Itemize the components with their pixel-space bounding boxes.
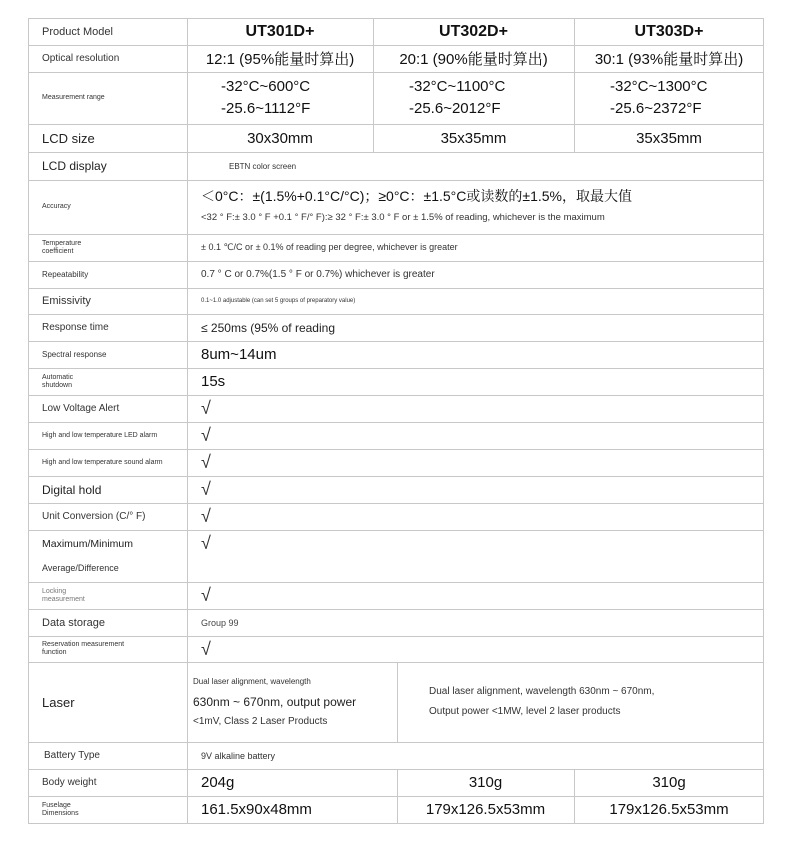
digital-hold-check: √ [201, 479, 211, 499]
laser-value-301 [187, 662, 397, 742]
emissivity-value: 0.1~1.0 adjustable (can set 5 groups of preparatory value) [201, 298, 356, 304]
laser-label: Laser [42, 694, 75, 710]
laser-302-line-1: Dual laser alignment, wavelength 630nm ~ 670nm, [429, 686, 655, 697]
reservation-measurement-label: Reservation measurement function [42, 641, 125, 656]
dimensions-302: 179x126.5x53mm [425, 801, 546, 818]
dimensions-301: 161.5x90x48mm [201, 801, 312, 818]
response-time-label: Response time [42, 322, 109, 333]
automatic-shutdown-value: 15s [201, 373, 226, 390]
body-weight-303: 310g [652, 774, 686, 791]
locking-measurement-label: Locking measurement [42, 587, 85, 603]
led-alarm-check: √ [201, 425, 211, 445]
max-min-label-line-1: Maximum/Minimum [42, 538, 134, 550]
unit-conversion-label: Unit Conversion (C/° F) [42, 511, 146, 522]
lcd-display-label: LCD display [42, 159, 107, 173]
max-min-label-line-2: Average/Difference [42, 563, 119, 573]
lcd-size-303: 35x35mm [636, 129, 702, 147]
low-voltage-alert-check: √ [201, 398, 211, 418]
range-f-302: -25.6~2012°F [409, 100, 501, 117]
body-weight-301: 204g [201, 774, 235, 791]
automatic-shutdown-label: Automatic shutdown [42, 373, 74, 389]
battery-type-value: 9V alkaline battery [201, 750, 276, 761]
model-ut301d: UT301D+ [245, 22, 315, 40]
measurement-range-303 [574, 72, 764, 124]
lcd-size-302: 35x35mm [440, 129, 507, 147]
laser-302-line-2: Output power <1MW, level 2 laser products [429, 706, 621, 717]
unit-conversion-check: √ [201, 506, 211, 526]
lcd-size-label: LCD size [42, 130, 95, 146]
data-storage-value: Group 99 [201, 617, 239, 628]
body-weight-302: 310g [468, 774, 503, 791]
optical-resolution-302: 20:1 (90%能量时算出) [399, 51, 548, 68]
repeatability-value: 0.7 ° C or 0.7%(1.5 ° F or 0.7%) whichever is greater [201, 269, 435, 280]
repeatability-label: Repeatability [42, 270, 89, 279]
dimensions-label: Fuselage Dimensions [42, 801, 79, 817]
model-ut303d: UT303D+ [634, 22, 704, 40]
laser-301-line-1: Dual laser alignment, wavelength [193, 677, 311, 686]
temperature-coefficient-value: ± 0.1 ℃/C or ± 0.1% of reading per degree, whichever is greater [201, 242, 458, 252]
lcd-display-value: EBTN color screen [229, 161, 297, 171]
temperature-coefficient-label: Temperature coefficient [42, 239, 82, 255]
response-time-value: ≤ 250ms (95% of reading [201, 320, 335, 335]
accuracy-value [187, 180, 764, 234]
model-ut302d: UT302D+ [439, 22, 508, 40]
optical-resolution-label: Optical resolution [42, 53, 120, 64]
battery-type-label: Battery Type [44, 750, 100, 761]
measurement-range-301 [187, 72, 373, 124]
spectral-response-label: Spectral response [42, 350, 107, 359]
low-voltage-alert-label: Low Voltage Alert [42, 403, 120, 414]
spectral-response-value: 8um~14um [201, 346, 277, 363]
sound-alarm-check: √ [201, 452, 211, 472]
accuracy-line-2: <32 ° F:± 3.0 ° F +0.1 ° F/° F):≥ 32 ° F:± 3.0 ° F or ± 1.5% of reading, whichever is the maximum [201, 212, 605, 223]
measurement-range-label: Measurement range [42, 94, 105, 101]
emissivity-label: Emissivity [42, 295, 91, 307]
max-min-check: √ [201, 532, 211, 553]
accuracy-label: Accuracy [42, 203, 71, 210]
digital-hold-label: Digital hold [42, 482, 102, 497]
accuracy-line-1: ＜0°C：±(1.5%+0.1°C/°C)；≥0°C：±1.5°C或读数的±1.5%，取最大值 [201, 188, 632, 204]
led-alarm-label: High and low temperature LED alarm [42, 431, 158, 439]
sound-alarm-label: High and low temperature sound alarm [42, 458, 163, 466]
range-c-301: -32°C~600°C [221, 78, 311, 95]
optical-resolution-303: 30:1 (93%能量时算出) [594, 51, 744, 68]
laser-301-line-2: 630nm ~ 670nm, output power [193, 695, 357, 709]
range-c-302: -32°C~1100°C [409, 78, 506, 95]
data-storage-label: Data storage [42, 616, 105, 629]
lcd-size-301: 30x30mm [247, 129, 313, 147]
laser-301-line-3: <1mV, Class 2 Laser Products [193, 716, 328, 727]
optical-resolution-301: 12:1 (95%能量时算出) [205, 51, 355, 68]
range-f-303: -25.6~2372°F [610, 100, 702, 117]
measurement-range-302 [373, 72, 574, 124]
locking-measurement-check: √ [201, 585, 211, 605]
laser-value-302-303 [397, 662, 764, 742]
spec-table [28, 18, 764, 824]
header-label: Product Model [42, 25, 113, 38]
range-f-301: -25.6~1112°F [221, 100, 311, 117]
range-c-303: -32°C~1300°C [610, 78, 708, 95]
max-min-label [28, 530, 187, 582]
reservation-measurement-check: √ [201, 638, 211, 659]
body-weight-label: Body weight [42, 777, 97, 788]
dimensions-303: 179x126.5x53mm [609, 801, 729, 818]
